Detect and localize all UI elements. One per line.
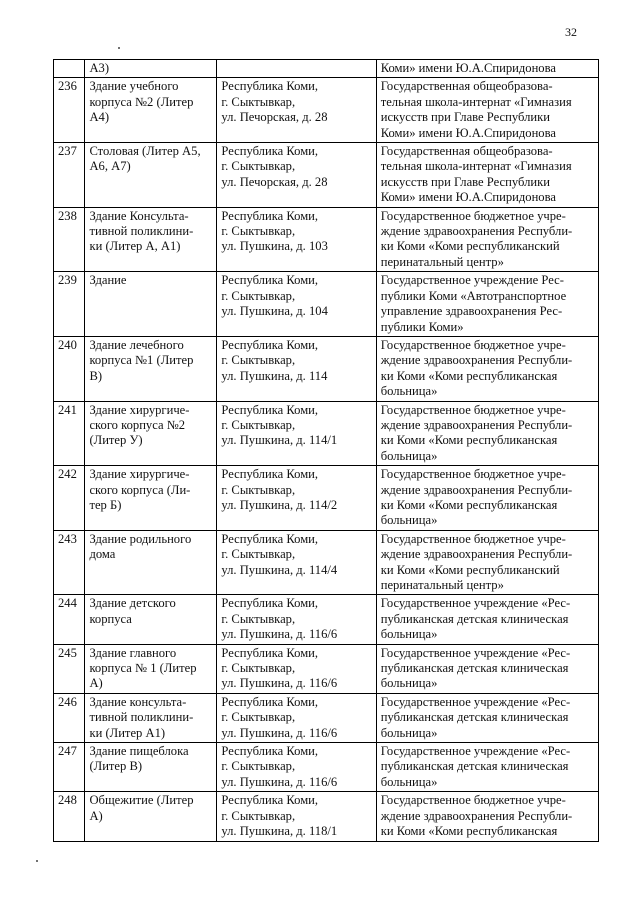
address-line: г. Сыктывкар, <box>221 611 296 626</box>
table-row <box>54 530 599 595</box>
organization-cell <box>376 595 598 644</box>
row-number: 247 <box>54 743 85 792</box>
row-number: 243 <box>54 530 85 595</box>
object-name-line: Здание главного <box>89 645 177 660</box>
organization-line: больница» <box>380 627 438 642</box>
address-cell <box>217 272 376 337</box>
organization-line: перинатальный центр» <box>380 578 504 592</box>
address-cell <box>217 401 376 466</box>
object-name-line: Здание родильного <box>89 531 192 546</box>
table-row <box>54 336 599 401</box>
organization-line: Государственное учреждение «Рес- <box>380 596 571 611</box>
object-name-line: Здание консульта- <box>89 694 187 709</box>
row-number: 244 <box>54 595 85 644</box>
object-name-cell <box>85 336 217 401</box>
address-line: Республика Коми, <box>221 402 319 417</box>
organization-cell <box>376 792 598 841</box>
table-row <box>54 693 599 742</box>
row-number: 238 <box>54 207 85 272</box>
object-name-cell <box>85 644 217 693</box>
address-cell <box>217 595 376 644</box>
organization-line: ждение здравоохранения Республи- <box>380 808 573 823</box>
address-cell <box>217 207 376 272</box>
organization-line: Коми» имени Ю.А.Спиридонова <box>380 61 556 75</box>
address-line: ул. Печорская, д. 28 <box>221 174 328 189</box>
organization-line: больница» <box>380 774 438 789</box>
address-line: Республика Коми, <box>221 467 319 482</box>
address-line: г. Сыктывкар, <box>221 159 296 174</box>
organization-line: публиканская детская клиническая <box>380 661 569 676</box>
address-line: г. Сыктывкар, <box>221 808 296 823</box>
address-line: Республика Коми, <box>221 694 319 709</box>
object-name-cell <box>85 78 217 143</box>
organization-cell <box>376 336 598 401</box>
object-name-cell <box>85 401 217 466</box>
row-number: 236 <box>54 78 85 143</box>
row-number: 248 <box>54 792 85 841</box>
object-name-cell <box>85 530 217 595</box>
object-name-line: тер Б) <box>89 497 122 512</box>
table-row <box>54 78 599 143</box>
organization-line: Государственное бюджетное учре- <box>380 531 566 546</box>
organization-line: перинатальный центр» <box>380 254 504 269</box>
organization-line: больница» <box>380 676 438 691</box>
object-name-line: Здание хирургиче- <box>89 402 190 417</box>
scan-speck <box>36 860 38 862</box>
row-number <box>54 60 85 78</box>
table-row <box>54 401 599 466</box>
organization-cell <box>376 644 598 693</box>
organization-line: ки Коми «Коми республиканская <box>380 497 558 512</box>
organization-line: управление здравоохранения Рес- <box>380 304 563 319</box>
address-cell <box>217 78 376 143</box>
organization-line: Государственное учреждение «Рес- <box>380 694 571 709</box>
object-name-line: Столовая (Литер А5, <box>89 144 201 159</box>
address-line: Республика Коми, <box>221 208 319 223</box>
row-number: 237 <box>54 143 85 208</box>
organization-line: искусств при Главе Республики <box>380 174 550 189</box>
object-name-line: ки (Литер А1) <box>89 725 166 740</box>
page-number: 32 <box>565 25 577 39</box>
address-line: ул. Пушкина, д. 114/4 <box>221 562 338 577</box>
address-line: ул. Пушкина, д. 114/1 <box>221 433 338 448</box>
object-name-line: дома <box>89 547 116 562</box>
registry-table-wrapper <box>53 59 599 842</box>
address-cell <box>217 60 376 78</box>
address-cell <box>217 743 376 792</box>
table-row <box>54 792 599 841</box>
organization-line: Государственное учреждение «Рес- <box>380 744 571 759</box>
address-line: Республика Коми, <box>221 793 319 808</box>
address-line: ул. Пушкина, д. 104 <box>221 304 328 319</box>
object-name-cell <box>85 743 217 792</box>
table-row <box>54 207 599 272</box>
organization-cell <box>376 743 598 792</box>
address-line: Республика Коми, <box>221 645 319 660</box>
organization-line: Государственная общеобразова- <box>380 144 553 159</box>
address-line: ул. Пушкина, д. 116/6 <box>221 774 338 789</box>
address-line: г. Сыктывкар, <box>221 417 296 432</box>
object-name-line: Здание детского <box>89 596 176 611</box>
address-cell <box>217 466 376 531</box>
organization-line: публиканская детская клиническая <box>380 611 569 626</box>
organization-line: Государственная общеобразова- <box>380 79 553 94</box>
object-name-line: (Литер У) <box>89 433 143 448</box>
address-line: г. Сыктывкар, <box>221 661 296 676</box>
object-name-line: ского корпуса (Ли- <box>89 482 191 497</box>
registry-table <box>53 59 599 842</box>
address-line: ул. Пушкина, д. 116/6 <box>221 725 338 740</box>
organization-cell <box>376 78 598 143</box>
organization-line: Коми» имени Ю.А.Спиридонова <box>380 125 556 140</box>
address-cell <box>217 792 376 841</box>
row-number: 245 <box>54 644 85 693</box>
organization-line: Коми» имени Ю.А.Спиридонова <box>380 190 556 205</box>
address-line: г. Сыктывкар, <box>221 353 296 368</box>
object-name-cell <box>85 466 217 531</box>
address-line: ул. Печорская, д. 28 <box>221 110 328 125</box>
address-cell <box>217 644 376 693</box>
object-name-line: Здание пищеблока <box>89 744 189 759</box>
object-name-line: тивной поликлини- <box>89 710 194 725</box>
organization-line: ждение здравоохранения Республи- <box>380 482 573 497</box>
organization-line: искусств при Главе Республики <box>380 110 550 125</box>
table-row <box>54 644 599 693</box>
organization-line: ждение здравоохранения Республи- <box>380 547 573 562</box>
object-name-line: корпуса № 1 (Литер <box>89 661 197 676</box>
row-number: 242 <box>54 466 85 531</box>
address-cell <box>217 693 376 742</box>
address-line: г. Сыктывкар, <box>221 759 296 774</box>
organization-line: тельная школа-интернат «Гимназия <box>380 159 572 174</box>
organization-line: тельная школа-интернат «Гимназия <box>380 94 572 109</box>
address-cell <box>217 336 376 401</box>
address-line: г. Сыктывкар, <box>221 547 296 562</box>
organization-line: публиканская детская клиническая <box>380 710 569 725</box>
address-line: ул. Пушкина, д. 116/6 <box>221 627 338 642</box>
organization-line: ки Коми «Коми республиканская <box>380 368 558 383</box>
object-name-line: ского корпуса №2 <box>89 417 186 432</box>
organization-cell <box>376 60 598 78</box>
organization-cell <box>376 466 598 531</box>
address-line: ул. Пушкина, д. 114 <box>221 368 328 383</box>
object-name-cell <box>85 143 217 208</box>
organization-line: Государственное бюджетное учре- <box>380 337 566 352</box>
organization-cell <box>376 693 598 742</box>
object-name-line: Здание лечебного <box>89 337 184 352</box>
address-line: Республика Коми, <box>221 273 319 288</box>
address-line: г. Сыктывкар, <box>221 482 296 497</box>
object-name-line: А6, А7) <box>89 159 131 174</box>
object-name-cell <box>85 792 217 841</box>
table-row <box>54 60 599 78</box>
organization-line: публиканская детская клиническая <box>380 759 569 774</box>
object-name-cell <box>85 693 217 742</box>
organization-line: больница» <box>380 384 438 399</box>
organization-cell <box>376 272 598 337</box>
organization-line: ждение здравоохранения Республи- <box>380 224 573 239</box>
scan-speck <box>118 47 120 49</box>
organization-line: Государственное бюджетное учре- <box>380 793 566 808</box>
address-line: ул. Пушкина, д. 116/6 <box>221 676 338 691</box>
address-line: Республика Коми, <box>221 337 319 352</box>
object-name-line: Здание Консульта- <box>89 208 189 223</box>
organization-cell <box>376 143 598 208</box>
row-number: 241 <box>54 401 85 466</box>
address-cell <box>217 530 376 595</box>
object-name-line: А3) <box>89 61 110 75</box>
organization-line: больница» <box>380 448 438 463</box>
address-line: ул. Пушкина, д. 118/1 <box>221 824 338 839</box>
object-name-line: корпуса <box>89 611 132 626</box>
object-name-line: тивной поликлини- <box>89 224 194 239</box>
object-name-cell <box>85 60 217 78</box>
object-name-line: А) <box>89 808 103 823</box>
object-name-line: В) <box>89 368 103 383</box>
table-row <box>54 595 599 644</box>
organization-line: ки Коми «Коми республиканский <box>380 239 560 254</box>
address-line: Республика Коми, <box>221 531 319 546</box>
registry-table-body <box>54 60 599 842</box>
organization-line: Государственное учреждение Рес- <box>380 273 564 288</box>
object-name-line: Здание хирургиче- <box>89 467 190 482</box>
organization-line: ки Коми «Коми республиканская <box>380 433 558 448</box>
table-row <box>54 743 599 792</box>
organization-line: больница» <box>380 725 438 740</box>
object-name-cell <box>85 595 217 644</box>
address-line: Республика Коми, <box>221 596 319 611</box>
organization-cell <box>376 401 598 466</box>
object-name-line: ки (Литер А, А1) <box>89 239 181 254</box>
organization-line: ждение здравоохранения Республи- <box>380 417 573 432</box>
address-line: Республика Коми, <box>221 144 319 159</box>
address-line: г. Сыктывкар, <box>221 224 296 239</box>
address-cell <box>217 143 376 208</box>
organization-line: ждение здравоохранения Республи- <box>380 353 573 368</box>
object-name-cell <box>85 272 217 337</box>
row-number: 239 <box>54 272 85 337</box>
object-name-cell <box>85 207 217 272</box>
organization-line: Государственное бюджетное учре- <box>380 402 566 417</box>
organization-line: публики Коми» <box>380 319 464 334</box>
object-name-line: Здание учебного <box>89 79 179 94</box>
address-line: г. Сыктывкар, <box>221 94 296 109</box>
object-name-line: Общежитие (Литер <box>89 793 194 808</box>
address-line: Республика Коми, <box>221 744 319 759</box>
object-name-line: корпуса №1 (Литер <box>89 353 194 368</box>
row-number: 240 <box>54 336 85 401</box>
organization-line: больница» <box>380 513 438 528</box>
organization-line: Государственное учреждение «Рес- <box>380 645 571 660</box>
object-name-line: Здание <box>89 273 127 288</box>
object-name-line: А4) <box>89 110 110 125</box>
object-name-line: А) <box>89 676 103 691</box>
organization-line: ки Коми «Коми республиканская <box>380 824 558 839</box>
address-line: г. Сыктывкар, <box>221 710 296 725</box>
address-line: ул. Пушкина, д. 103 <box>221 239 328 254</box>
table-row <box>54 272 599 337</box>
table-row <box>54 143 599 208</box>
organization-line: публики Коми «Автотранспортное <box>380 288 567 303</box>
organization-line: ки Коми «Коми республиканский <box>380 562 560 577</box>
organization-cell <box>376 530 598 595</box>
address-line: ул. Пушкина, д. 114/2 <box>221 497 338 512</box>
organization-line: Государственное бюджетное учре- <box>380 208 566 223</box>
object-name-line: (Литер В) <box>89 759 143 774</box>
address-line: г. Сыктывкар, <box>221 288 296 303</box>
address-line: Республика Коми, <box>221 79 319 94</box>
table-row <box>54 466 599 531</box>
row-number: 246 <box>54 693 85 742</box>
object-name-line: корпуса №2 (Литер <box>89 94 194 109</box>
organization-line: Государственное бюджетное учре- <box>380 467 566 482</box>
organization-cell <box>376 207 598 272</box>
